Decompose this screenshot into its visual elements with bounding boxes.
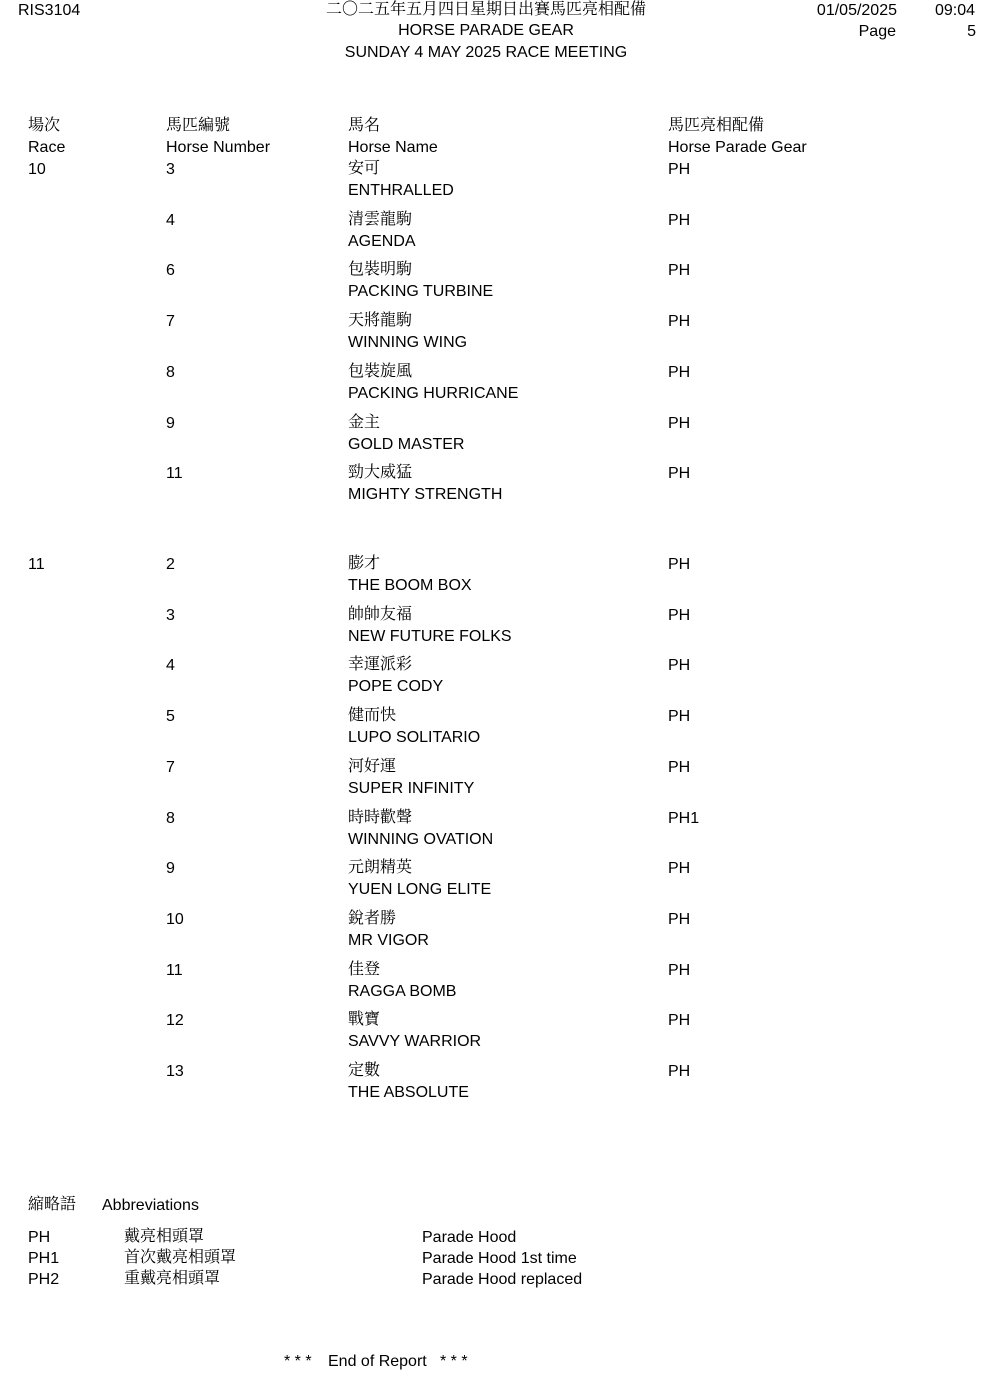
report-id: RIS3104 <box>18 2 81 19</box>
footer-stars-left: * * * <box>284 1353 312 1370</box>
horse-gear: PH <box>668 364 691 381</box>
horse-number: 8 <box>166 364 175 381</box>
horse-number: 3 <box>166 607 175 624</box>
horse-name-en: NEW FUTURE FOLKS <box>348 628 512 645</box>
horse-gear: PH <box>668 212 691 229</box>
horse-name-en: SUPER INFINITY <box>348 780 475 797</box>
horse-name-en: SAVVY WARRIOR <box>348 1033 482 1050</box>
horse-gear: PH <box>668 911 691 928</box>
horse-number: 3 <box>166 161 175 178</box>
col-name-zh: 馬名 <box>348 117 381 134</box>
horse-name-en: AGENDA <box>348 233 416 250</box>
abbr-en: Parade Hood <box>422 1229 517 1246</box>
report-time: 09:04 <box>934 2 975 19</box>
horse-name-zh: 銳者勝 <box>348 910 397 927</box>
horse-number: 9 <box>166 860 175 877</box>
horse-name-zh: 河好運 <box>348 758 397 775</box>
horse-name-zh: 勁大威猛 <box>348 464 413 481</box>
col-number-en: Horse Number <box>166 139 271 156</box>
horse-name-en: LUPO SOLITARIO <box>348 729 481 746</box>
horse-name-zh: 時時歡聲 <box>348 809 413 826</box>
col-race-en: Race <box>28 139 66 156</box>
horse-name-zh: 幸運派彩 <box>348 656 413 673</box>
horse-name-zh: 安可 <box>348 160 381 177</box>
horse-number: 4 <box>166 212 175 229</box>
horse-name-en: WINNING OVATION <box>348 831 494 848</box>
horse-gear: PH <box>668 962 691 979</box>
horse-name-en: MIGHTY STRENGTH <box>348 486 503 503</box>
col-gear-zh: 馬匹亮相配備 <box>668 117 765 134</box>
horse-name-en: MR VIGOR <box>348 932 429 949</box>
horse-name-en: PACKING TURBINE <box>348 283 494 300</box>
horse-number: 13 <box>166 1063 184 1080</box>
horse-number: 7 <box>166 313 175 330</box>
horse-gear: PH <box>668 860 691 877</box>
horse-number: 11 <box>166 465 183 482</box>
horse-gear: PH <box>668 415 691 432</box>
horse-gear: PH <box>668 708 691 725</box>
horse-number: 5 <box>166 708 175 725</box>
footer-end-text: End of Report <box>328 1353 427 1370</box>
horse-name-en: THE BOOM BOX <box>348 577 472 594</box>
horse-name-zh: 健而快 <box>348 707 397 724</box>
horse-name-en: YUEN LONG ELITE <box>348 881 492 898</box>
page-number: 5 <box>967 23 976 40</box>
horse-name-en: PACKING HURRICANE <box>348 385 519 402</box>
abbr-title-en: Abbreviations <box>102 1197 199 1214</box>
horse-name-zh: 包裝旋風 <box>348 363 413 380</box>
abbr-code: PH1 <box>28 1250 60 1267</box>
abbr-en: Parade Hood 1st time <box>422 1250 577 1267</box>
col-race-zh: 場次 <box>28 117 61 134</box>
horse-name-en: WINNING WING <box>348 334 468 351</box>
horse-number: 4 <box>166 657 175 674</box>
horse-gear: PH <box>668 556 691 573</box>
horse-number: 7 <box>166 759 175 776</box>
horse-name-en: GOLD MASTER <box>348 436 465 453</box>
horse-name-zh: 清雲龍駒 <box>348 211 413 228</box>
col-name-en: Horse Name <box>348 139 438 156</box>
horse-gear: PH1 <box>668 810 700 827</box>
horse-name-zh: 定數 <box>348 1062 381 1079</box>
horse-gear: PH <box>668 607 691 624</box>
col-gear-en: Horse Parade Gear <box>668 139 807 156</box>
horse-number: 6 <box>166 262 175 279</box>
report-title-zh: 二〇二五年五月四日星期日出賽馬匹亮相配備 <box>325 1 647 18</box>
horse-name-zh: 包裝明駒 <box>348 261 413 278</box>
abbr-code: PH <box>28 1229 51 1246</box>
horse-number: 8 <box>166 810 175 827</box>
horse-number: 12 <box>166 1012 184 1029</box>
footer-stars-right: * * * <box>440 1353 468 1370</box>
abbr-code: PH2 <box>28 1271 60 1288</box>
horse-name-en: RAGGA BOMB <box>348 983 457 1000</box>
horse-gear: PH <box>668 1063 691 1080</box>
horse-gear: PH <box>668 1012 691 1029</box>
horse-gear: PH <box>668 465 691 482</box>
horse-gear: PH <box>668 657 691 674</box>
horse-name-zh: 元朗精英 <box>348 859 413 876</box>
abbr-title-zh: 縮略語 <box>28 1196 77 1213</box>
horse-name-en: ENTHRALLED <box>348 182 454 199</box>
horse-name-zh: 天將龍駒 <box>348 312 413 329</box>
race-number: 10 <box>28 161 46 178</box>
horse-gear: PH <box>668 262 691 279</box>
horse-gear: PH <box>668 313 691 330</box>
horse-name-zh: 戰寶 <box>348 1011 381 1028</box>
abbr-zh: 首次戴亮相頭罩 <box>124 1249 237 1266</box>
horse-name-zh: 帥帥友福 <box>348 606 413 623</box>
report-date: 01/05/2025 <box>816 2 897 19</box>
horse-name-zh: 金主 <box>348 414 381 431</box>
abbr-zh: 戴亮相頭罩 <box>124 1228 205 1245</box>
abbr-zh: 重戴亮相頭罩 <box>124 1270 221 1287</box>
horse-gear: PH <box>668 161 691 178</box>
horse-name-zh: 膨才 <box>348 555 381 572</box>
horse-number: 11 <box>166 962 183 979</box>
horse-gear: PH <box>668 759 691 776</box>
horse-name-en: THE ABSOLUTE <box>348 1084 469 1101</box>
horse-name-zh: 佳登 <box>348 961 381 978</box>
report-title-en: HORSE PARADE GEAR <box>398 22 574 39</box>
race-number: 11 <box>28 556 45 573</box>
horse-number: 2 <box>166 556 175 573</box>
page-label: Page <box>858 23 896 40</box>
horse-number: 9 <box>166 415 175 432</box>
horse-number: 10 <box>166 911 184 928</box>
col-number-zh: 馬匹編號 <box>166 117 231 134</box>
abbr-en: Parade Hood replaced <box>422 1271 583 1288</box>
horse-name-en: POPE CODY <box>348 678 444 695</box>
meeting-subtitle: SUNDAY 4 MAY 2025 RACE MEETING <box>344 44 628 61</box>
